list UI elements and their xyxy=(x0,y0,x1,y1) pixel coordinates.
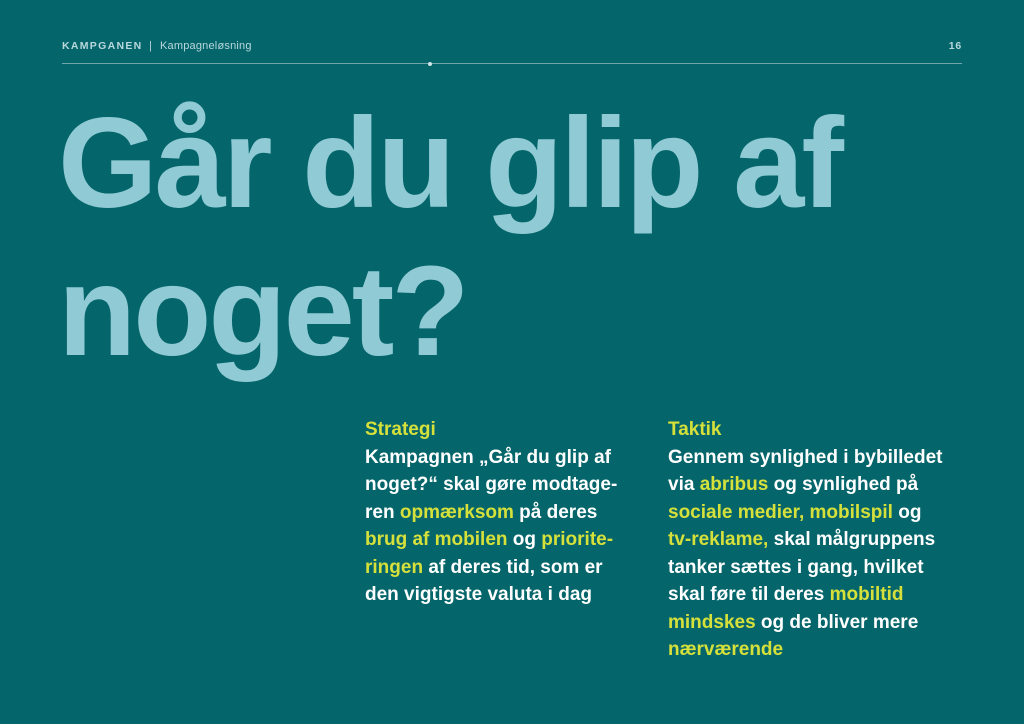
tactic-line xyxy=(668,612,918,633)
strategy-body xyxy=(365,444,645,609)
tactic-line xyxy=(668,529,935,550)
highlighted-text: sociale medier, xyxy=(668,501,805,523)
section-title: Kampagneløsning xyxy=(160,40,252,52)
body-text: og xyxy=(892,501,922,523)
header-separator: | xyxy=(149,40,153,52)
strategy-column xyxy=(365,416,645,609)
tactic-line xyxy=(668,474,918,495)
strategy-line xyxy=(365,474,617,495)
strategy-line xyxy=(365,584,592,605)
body-text: og de bliver mere xyxy=(755,611,919,633)
body-text: noget?“ skal gøre modtage- xyxy=(365,474,618,495)
highlighted-text: nærværende xyxy=(668,639,784,660)
body-text: skal føre til deres xyxy=(668,584,830,605)
body-text: på deres xyxy=(513,501,598,523)
highlighted-text: tv-reklame, xyxy=(668,529,769,550)
body-text: og xyxy=(507,529,542,550)
headline-line-1: Går du glip af xyxy=(58,92,841,235)
tactic-line xyxy=(668,502,921,523)
highlighted-text: ringen xyxy=(365,556,424,578)
strategy-line xyxy=(365,557,603,578)
tactic-line xyxy=(668,639,783,660)
tactic-column xyxy=(668,416,988,664)
body-text: Gennem synlighed i bybilledet xyxy=(668,446,943,468)
tactic-body xyxy=(668,444,988,664)
highlighted-text: opmærksom xyxy=(399,501,514,523)
tactic-heading: Taktik xyxy=(668,419,722,440)
body-text: af deres tid, som er xyxy=(423,556,603,578)
header-divider xyxy=(62,63,962,64)
tactic-line xyxy=(668,447,943,468)
tactic-line xyxy=(668,584,903,605)
brand-name: KAMPGANEN xyxy=(62,40,143,52)
highlighted-text: mobilspil xyxy=(809,501,893,523)
page-number: 16 xyxy=(948,40,962,52)
page-headline xyxy=(58,90,998,386)
highlighted-text: mindskes xyxy=(668,611,756,633)
body-text: via xyxy=(668,474,700,495)
tactic-line xyxy=(668,557,924,578)
headline-line-2: noget? xyxy=(58,240,467,383)
strategy-heading: Strategi xyxy=(365,419,436,440)
highlighted-text: abribus xyxy=(699,474,769,495)
body-text: den vigtigste valuta i dag xyxy=(365,584,592,605)
body-text: og synlighed på xyxy=(768,474,919,495)
strategy-line xyxy=(365,447,611,468)
highlighted-text: mobiltid xyxy=(829,584,904,605)
highlighted-text: brug af mobilen xyxy=(365,529,508,550)
page-header xyxy=(62,40,962,56)
body-text: Kampagnen „Går du glip af xyxy=(365,446,611,468)
body-text: skal målgruppens xyxy=(768,529,936,550)
divider-dot xyxy=(428,62,432,66)
strategy-line xyxy=(365,529,613,550)
body-text: tanker sættes i gang, hvilket xyxy=(668,556,924,578)
highlighted-text: priorite- xyxy=(541,529,614,550)
strategy-line xyxy=(365,502,597,523)
body-text: ren xyxy=(365,501,400,523)
